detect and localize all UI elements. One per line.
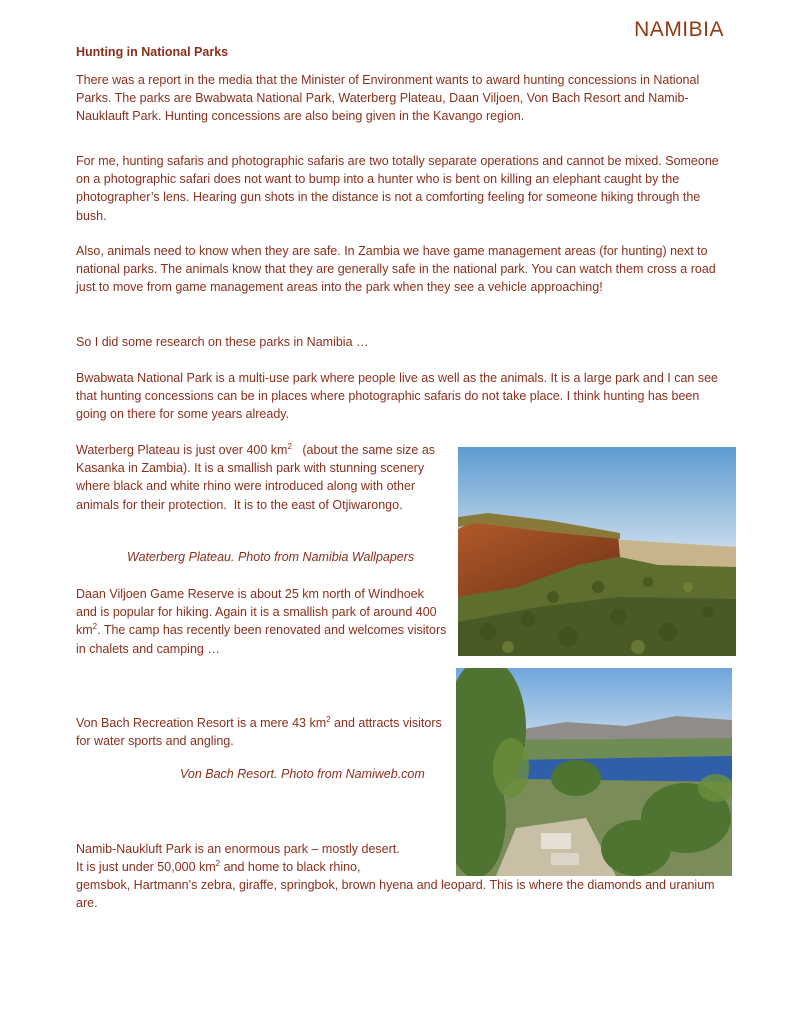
section-heading: Hunting in National Parks: [76, 45, 229, 59]
paragraph-safaris: For me, hunting safaris and photographic safaris are two totally separate operations and cannot be mixed. Someone on a photographic safari does not want to bump into a hunter who is bent on killing an elephant caught by the photographer’s lens. Hearing gun shots in the distance is not a comforting feeling for someone hiking through the bush.: [76, 154, 719, 223]
caption-waterberg: Waterberg Plateau. Photo from Namibia Wallpapers: [127, 550, 415, 564]
paragraph-namib-naukluft-b: gemsbok, Hartmann’s zebra, giraffe, springbok, brown hyena and leopard. This is where the diamonds and uranium are.: [76, 878, 715, 911]
namib-line2b: and home to black rhino,: [220, 860, 361, 875]
namib-sup: 2: [215, 859, 221, 869]
paragraph-von-bach: [76, 714, 448, 750]
paragraph-research: So I did some research on these parks in Namibia …: [76, 335, 369, 349]
paragraph-namib-naukluft-a: [76, 840, 448, 876]
waterberg-plateau-photo: [458, 447, 736, 656]
von-bach-resort-photo: [456, 668, 732, 876]
vonbach-sup: 2: [326, 714, 331, 724]
paragraph-bwabwata: Bwabwata National Park is a multi-use park where people live as well as the animals. It is a large park and I can see that hunting concessions can be in places where photographic safaris do not take place. I think hunting has been going on there for some years already.: [76, 371, 718, 422]
daan-sup: 2: [92, 622, 98, 632]
paragraph-waterberg: [76, 441, 448, 514]
paragraph-intro: There was a report in the media that the Minister of Environment wants to award hunting concessions in National Parks. The parks are Bwabwata National Park, Waterberg Plateau, Daan Viljoen, Von Bach Resort and Namib-Nauklauft Park. Hunting concessions are also being given in the Kavango region.: [76, 73, 700, 124]
daan-text-a: Daan Viljoen Game Reserve is about 25 km north of Windhoek and is popular for hiking. Again it is a smallish park of around 400 km: [76, 587, 437, 638]
waterberg-text-a: Waterberg Plateau is just over 400 km: [76, 443, 288, 457]
paragraph-daan-viljoen: [76, 585, 448, 658]
namib-line2a: It is just under 50,000 km: [76, 860, 216, 875]
waterberg-text-b: (about the same size as Kasanka in Zambia). It is a smallish park with stunning scenery where black and white rhino were introduced along with other animals for their protection. It is to the east of Otjiwarongo.: [76, 443, 439, 512]
namib-line1: Namib-Naukluft Park is an enormous park – mostly desert.: [76, 842, 400, 856]
paragraph-animals: Also, animals need to know when they are safe. In Zambia we have game management areas (for hunting) next to national parks. The animals know that they are generally safe in the national park. You can watch them cross a road just to move from game management areas into the park when they see a vehicle approaching!: [76, 244, 716, 295]
vonbach-text-a: Von Bach Recreation Resort is a mere 43 km: [76, 716, 327, 730]
waterberg-sup: 2: [287, 441, 292, 451]
daan-text-b: . The camp has recently been renovated and welcomes visitors in chalets and camping …: [76, 623, 447, 656]
caption-von-bach: Von Bach Resort. Photo from Namiweb.com: [180, 767, 425, 781]
page-header-title: NAMIBIA: [634, 18, 724, 41]
waterberg-illustration: [458, 447, 736, 656]
von-bach-illustration: [456, 668, 732, 876]
vonbach-text-b: and attracts visitors for water sports and angling.: [76, 716, 442, 749]
